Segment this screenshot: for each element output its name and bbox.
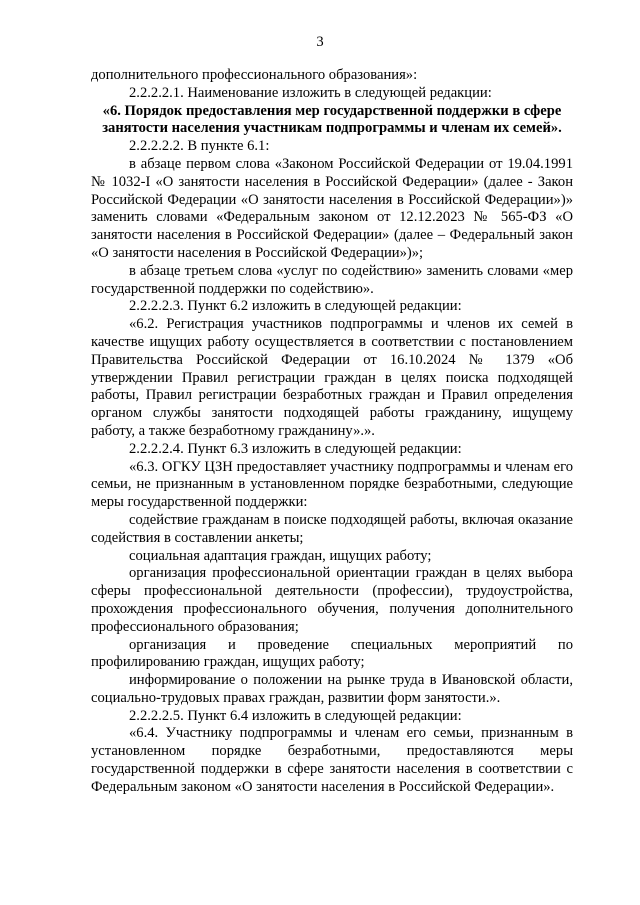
paragraph: 2.2.2.2.1. Наименование изложить в следующей редакции: [129, 84, 492, 101]
paragraph: 2.2.2.2.4. Пункт 6.3 изложить в следующей редакции: [129, 440, 462, 457]
document-body [91, 67, 573, 797]
paragraph: «6.4. Участнику подпрограммы и членам его семьи, признанным в установленном порядке безработными, предоставляются меры государственной поддержки в сфере занятости населения в соответствии с Федеральным законом «О занятости населения в Российской Федерации». [91, 725, 573, 795]
paragraph: 2.2.2.2.3. Пункт 6.2 изложить в следующей редакции: [129, 298, 462, 315]
list-item: содействие гражданам в поиске подходящей работы, включая оказание содействия в составлении анкеты; [91, 511, 573, 546]
list-item: организация и проведение специальных мероприятий по профилированию граждан, ищущих работу; [91, 636, 573, 671]
page-number: 3 [316, 34, 324, 50]
list-item: социальная адаптация граждан, ищущих работу; [129, 547, 432, 564]
list-item: организация профессиональной ориентации граждан в целях выбора сферы профессиональной деятельности (профессии), трудоустройства, прохождения профессионального обучения, получения дополнительного профессионального образования; [91, 565, 573, 635]
paragraph: в абзаце первом слова «Законом Российской Федерации от 19.04.1991 № 1032-I «О занятости населения в Российской Федерации» (далее - Закон Российской Федерации «О занятости населения в Российской Федерации»)» заменить словами «Федеральным законом от 12.12.2023 № 565-ФЗ «О занятости населения в Российской Федерации» (далее – Федеральный закон «О занятости населения в Российской Федерации»)»; [91, 155, 573, 261]
paragraph: 2.2.2.2.5. Пункт 6.4 изложить в следующей редакции: [129, 707, 462, 724]
paragraph: «6.2. Регистрация участников подпрограммы и членов их семей в качестве ищущих работу осуществляется в соответствии с постановлением Правительства Российской Федерации от 16.10.2024 № 1379 «Об утверждении Правил регистрации граждан в целях поиска подходящей работы, Правил регистрации безработных граждан и Правил определения органом службы занятости подходящей работы гражданину, ищущему работу, а также безработному гражданину».». [91, 316, 573, 439]
paragraph: «6.3. ОГКУ ЦЗН предоставляет участнику подпрограммы и членам его семьи, не признанным в установленном порядке безработными, следующие меры государственной поддержки: [91, 458, 573, 511]
section-heading: «6. Порядок предоставления мер государственной поддержки в сфере занятости населения участникам подпрограммы и членам их семей». [102, 102, 562, 137]
paragraph: дополнительного профессионального образования»: [91, 67, 418, 83]
list-item: информирование о положении на рынке труда в Ивановской области, социально-трудовых правах граждан, развитии форм занятости.». [91, 672, 573, 706]
paragraph: в абзаце третьем слова «услуг по содействию» заменить словами «мер государственной поддержки по содействию». [91, 262, 573, 297]
paragraph: 2.2.2.2.2. В пункте 6.1: [129, 138, 270, 155]
